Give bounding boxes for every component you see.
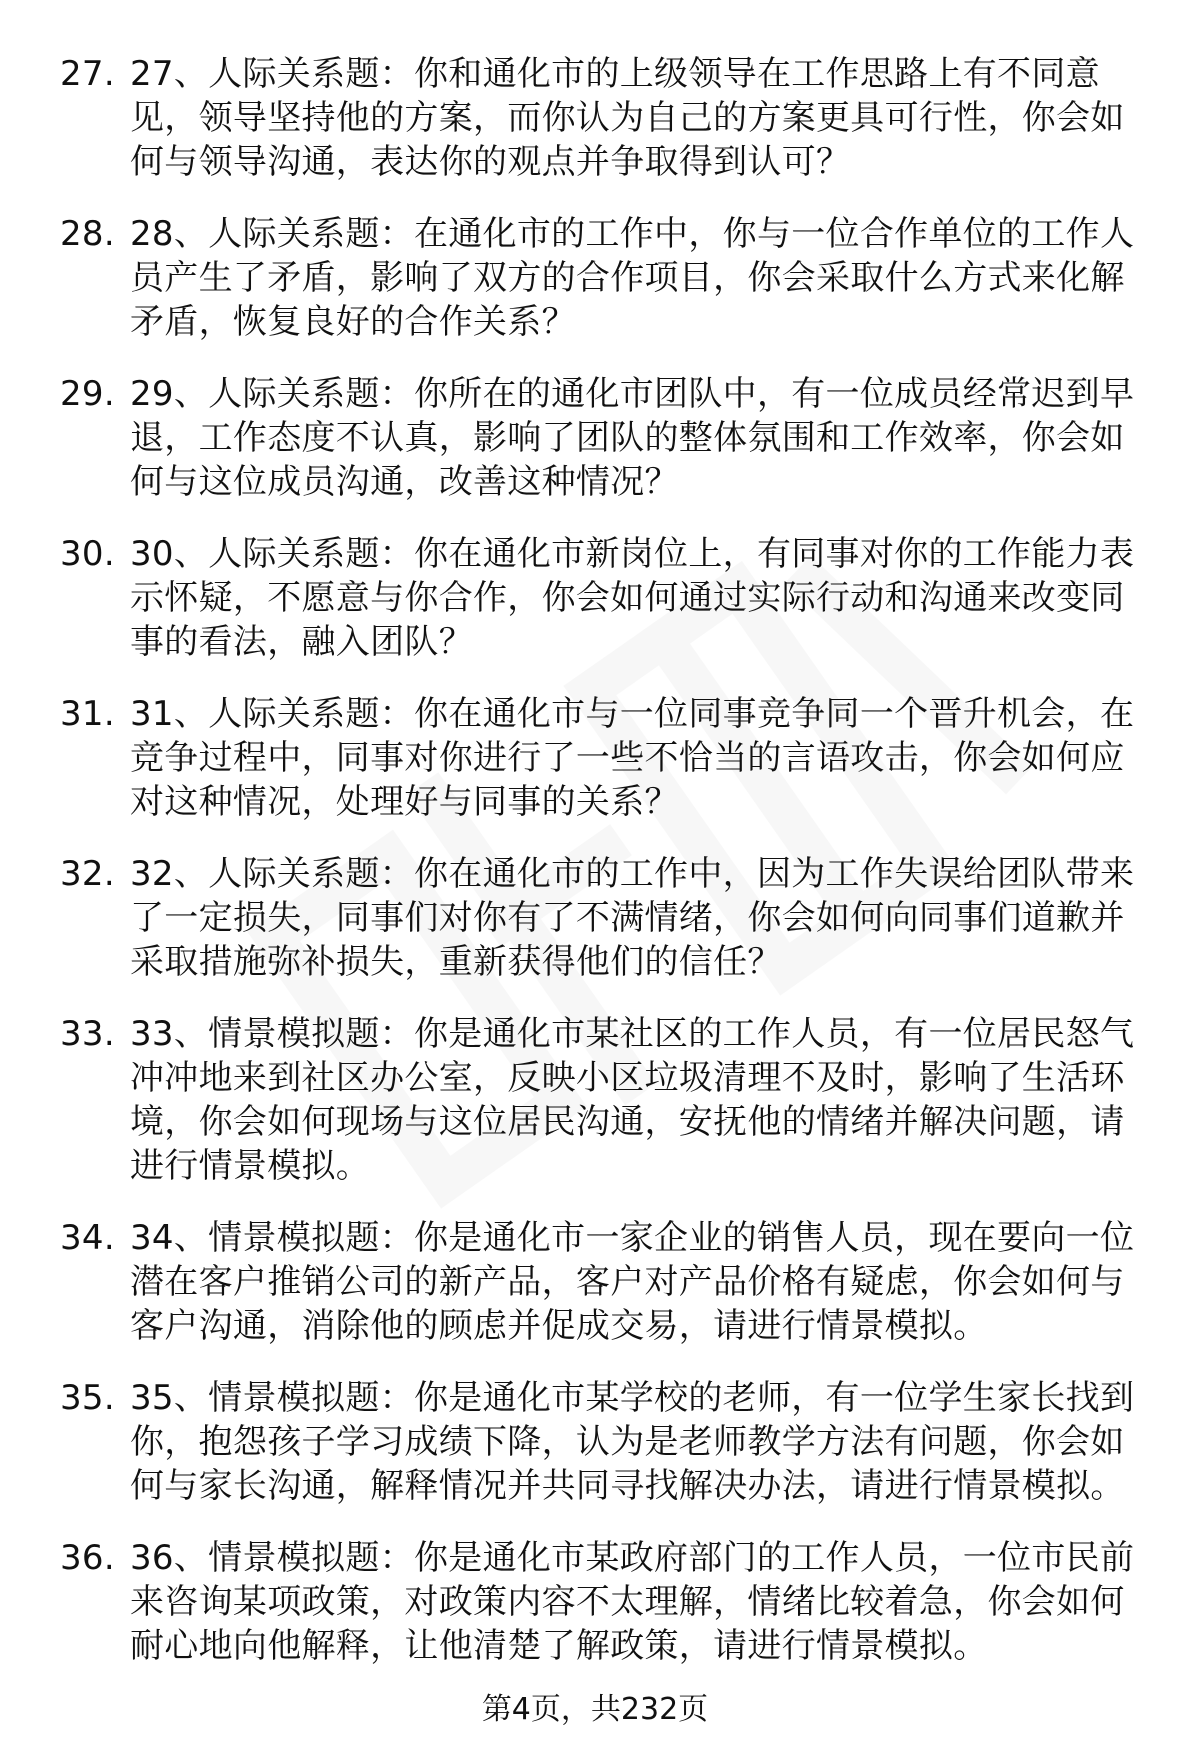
question-number: 30. xyxy=(60,534,115,574)
question-item-31 xyxy=(60,692,1150,824)
question-text: 33、情景模拟题：你是通化市某社区的工作人员，有一位居民怒气冲冲地来到社区办公室，反映小区垃圾清理不及时，影响了生活环境，你会如何现场与这位居民沟通，安抚他的情绪并解决问题，请进行情景模拟。 xyxy=(130,1014,1135,1186)
question-item-36 xyxy=(60,1536,1150,1668)
question-item-32 xyxy=(60,852,1150,984)
question-number: 36. xyxy=(60,1538,115,1578)
question-item-29 xyxy=(60,372,1150,504)
question-text: 28、人际关系题：在通化市的工作中，你与一位合作单位的工作人员产生了矛盾，影响了双方的合作项目，你会采取什么方式来化解矛盾，恢复良好的合作关系？ xyxy=(130,214,1135,342)
page-number-label: 第4页，共232页 xyxy=(481,1692,709,1727)
question-item-28 xyxy=(60,212,1150,344)
question-item-30 xyxy=(60,532,1150,664)
question-text: 34、情景模拟题：你是通化市一家企业的销售人员，现在要向一位潜在客户推销公司的新产品，客户对产品价格有疑虑，你会如何与客户沟通，消除他的顾虑并促成交易，请进行情景模拟。 xyxy=(130,1218,1135,1346)
question-text: 29、人际关系题：你所在的通化市团队中，有一位成员经常迟到早退，工作态度不认真，影响了团队的整体氛围和工作效率，你会如何与这位成员沟通，改善这种情况？ xyxy=(130,374,1135,502)
question-number: 32. xyxy=(60,854,115,894)
question-number: 34. xyxy=(60,1218,115,1258)
question-item-35 xyxy=(60,1376,1150,1508)
page-footer xyxy=(0,1690,1190,1730)
question-text: 31、人际关系题：你在通化市与一位同事竞争同一个晋升机会，在竞争过程中，同事对你进行了一些不恰当的言语攻击，你会如何应对这种情况，处理好与同事的关系？ xyxy=(130,694,1135,822)
question-text: 36、情景模拟题：你是通化市某政府部门的工作人员，一位市民前来咨询某项政策，对政策内容不太理解，情绪比较着急，你会如何耐心地向他解释，让他清楚了解政策，请进行情景模拟。 xyxy=(130,1538,1135,1666)
question-item-34 xyxy=(60,1216,1150,1348)
question-number: 29. xyxy=(60,374,115,414)
question-number: 35. xyxy=(60,1378,115,1418)
question-number: 28. xyxy=(60,214,115,254)
question-item-33 xyxy=(60,1012,1150,1188)
question-number: 27. xyxy=(60,54,115,94)
question-list xyxy=(60,52,1150,1696)
question-item-27 xyxy=(60,52,1150,184)
question-text: 27、人际关系题：你和通化市的上级领导在工作思路上有不同意见，领导坚持他的方案，而你认为自己的方案更具可行性，你会如何与领导沟通，表达你的观点并争取得到认可？ xyxy=(130,54,1125,182)
question-number: 33. xyxy=(60,1014,115,1054)
question-text: 32、人际关系题：你在通化市的工作中，因为工作失误给团队带来了一定损失，同事们对你有了不满情绪，你会如何向同事们道歉并采取措施弥补损失，重新获得他们的信任？ xyxy=(130,854,1135,982)
question-text: 30、人际关系题：你在通化市新岗位上，有同事对你的工作能力表示怀疑，不愿意与你合作，你会如何通过实际行动和沟通来改变同事的看法，融入团队？ xyxy=(130,534,1135,662)
question-number: 31. xyxy=(60,694,115,734)
question-text: 35、情景模拟题：你是通化市某学校的老师，有一位学生家长找到你，抱怨孩子学习成绩下降，认为是老师教学方法有问题，你会如何与家长沟通，解释情况并共同寻找解决办法，请进行情景模拟。 xyxy=(130,1378,1135,1506)
